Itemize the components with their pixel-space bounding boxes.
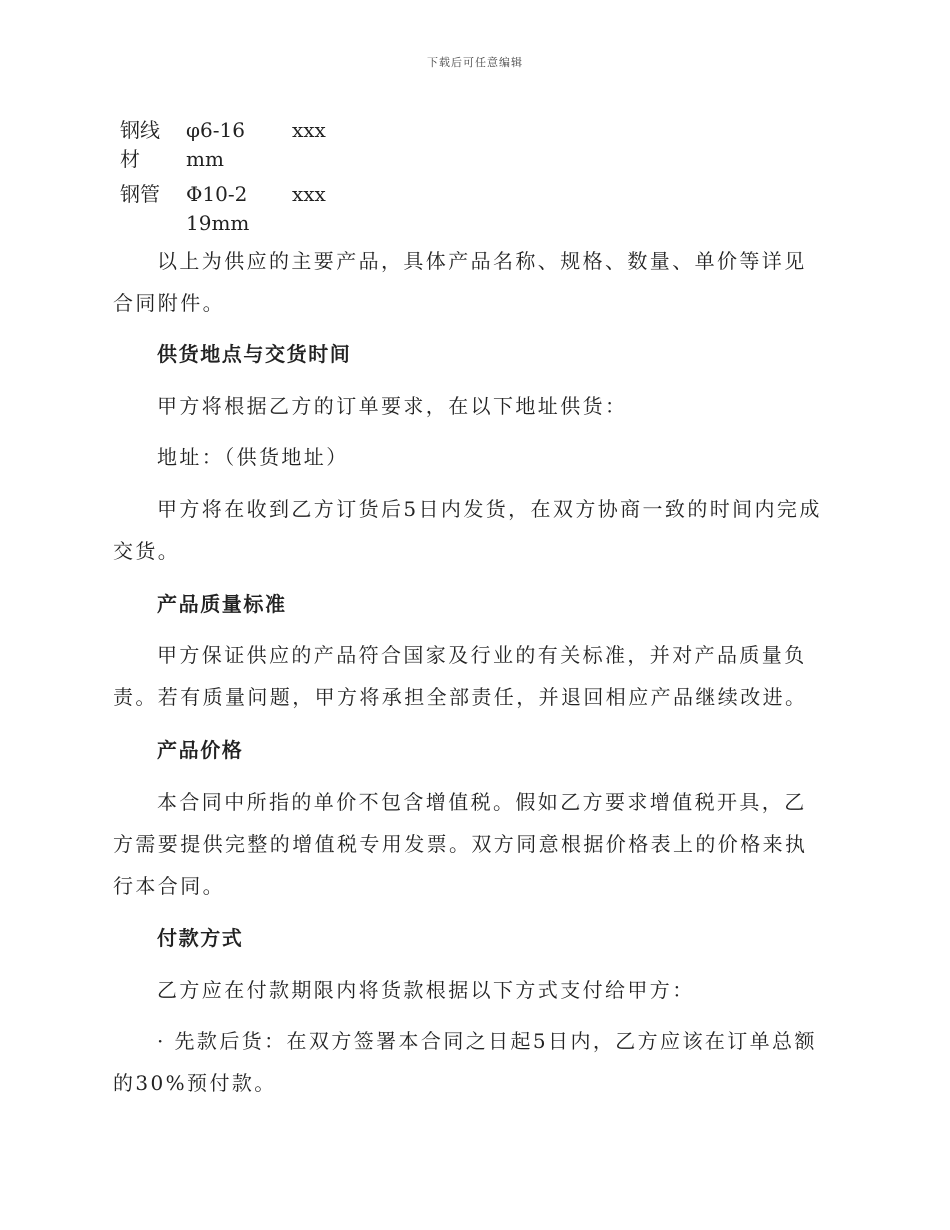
section-heading-price: 产品价格 bbox=[157, 738, 244, 762]
delivery-paragraph-2: 地址：（供货地址） bbox=[157, 445, 349, 469]
payment-paragraph-2: · 先款后货：在双方签署本合同之日起5日内，乙方应该在订单总额的30%预付款。 bbox=[113, 1029, 817, 1095]
product-row bbox=[120, 116, 326, 174]
section-heading-delivery: 供货地点与交货时间 bbox=[157, 342, 352, 366]
section-heading-quality: 产品质量标准 bbox=[157, 592, 287, 616]
product-spec: φ6-16mm bbox=[186, 118, 245, 171]
intro-paragraph: 以上为供应的主要产品，具体产品名称、规格、数量、单价等详见合同附件。 bbox=[113, 249, 807, 315]
product-name: 钢线材 bbox=[120, 118, 160, 171]
product-price: xxx bbox=[292, 182, 326, 206]
product-table bbox=[120, 116, 326, 244]
delivery-paragraph-1: 甲方将根据乙方的订单要求，在以下地址供货： bbox=[157, 394, 628, 418]
product-spec: Φ10-219mm bbox=[186, 182, 250, 235]
price-paragraph-1: 本合同中所指的单价不包含增值税。假如乙方要求增值税开具，乙方需要提供完整的增值税专用发票。双方同意根据价格表上的价格来执行本合同。 bbox=[113, 790, 808, 898]
product-row bbox=[120, 180, 326, 238]
product-name: 钢管 bbox=[120, 182, 160, 206]
product-price: xxx bbox=[292, 118, 326, 142]
section-heading-payment: 付款方式 bbox=[157, 926, 244, 950]
delivery-paragraph-3: 甲方将在收到乙方订货后5日内发货，在双方协商一致的时间内完成交货。 bbox=[113, 497, 822, 563]
page-header: 下载后可任意编辑 bbox=[427, 56, 523, 69]
payment-paragraph-1: 乙方应在付款期限内将货款根据以下方式支付给甲方： bbox=[157, 978, 695, 1002]
quality-paragraph-1: 甲方保证供应的产品符合国家及行业的有关标准，并对产品质量负责。若有质量问题，甲方将承担全部责任，并退回相应产品继续改进。 bbox=[113, 643, 808, 709]
